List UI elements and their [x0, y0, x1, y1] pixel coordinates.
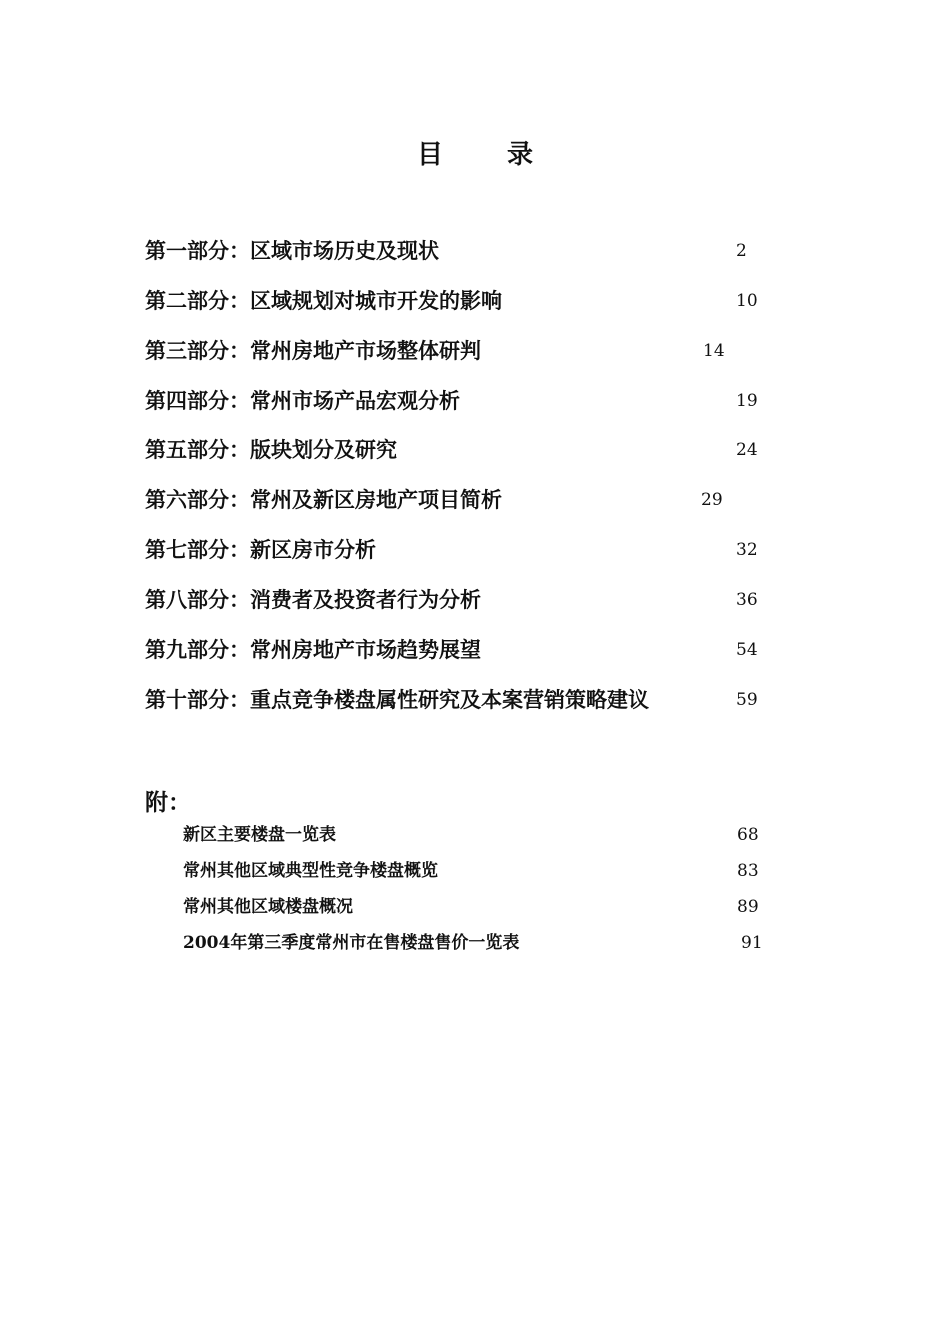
toc-entry-2[interactable]: 第二部分：区域规划对城市开发的影响	[145, 288, 502, 313]
toc-page-1: 2	[736, 241, 747, 261]
appendix-page-1: 68	[737, 825, 759, 845]
toc-page-5: 24	[736, 440, 758, 460]
toc-page-9: 54	[736, 640, 758, 660]
appendix-item-1[interactable]: 新区主要楼盘一览表	[183, 825, 336, 845]
toc-page-7: 32	[736, 540, 758, 560]
toc-entry-6[interactable]: 第六部分：常州及新区房地产项目简析	[145, 487, 502, 512]
toc-entry-9[interactable]: 第九部分：常州房地产市场趋势展望	[145, 637, 481, 662]
toc-page-6: 29	[701, 490, 723, 510]
toc-page-10: 59	[736, 690, 758, 710]
toc-entry-5[interactable]: 第五部分：版块划分及研究	[145, 437, 397, 462]
toc-entry-7[interactable]: 第七部分：新区房市分析	[145, 537, 376, 562]
toc-title-right: 录	[507, 140, 534, 170]
appendix-page-4: 91	[741, 933, 763, 953]
toc-page-3: 14	[703, 341, 725, 361]
appendix-item-3[interactable]: 常州其他区域楼盘概况	[183, 897, 353, 917]
toc-entry-1[interactable]: 第一部分：区域市场历史及现状	[145, 238, 439, 263]
toc-entry-4[interactable]: 第四部分：常州市场产品宏观分析	[145, 388, 460, 413]
toc-entry-10[interactable]: 第十部分：重点竞争楼盘属性研究及本案营销策略建议	[145, 687, 649, 712]
toc-entry-3[interactable]: 第三部分：常州房地产市场整体研判	[145, 338, 481, 363]
toc-page-2: 10	[736, 291, 758, 311]
toc-entry-8[interactable]: 第八部分：消费者及投资者行为分析	[145, 587, 481, 612]
appendix-item-2[interactable]: 常州其他区域典型性竞争楼盘概览	[183, 861, 438, 881]
toc-title-left: 目	[416, 140, 443, 170]
toc-page-8: 36	[736, 590, 758, 610]
toc-title	[0, 134, 950, 171]
toc-page-4: 19	[736, 391, 758, 411]
appendix-item-4[interactable]: 2004年第三季度常州市在售楼盘售价一览表	[183, 933, 520, 953]
appendix-heading: 附：	[145, 789, 191, 816]
appendix-page-2: 83	[737, 861, 759, 881]
appendix-page-3: 89	[737, 897, 759, 917]
